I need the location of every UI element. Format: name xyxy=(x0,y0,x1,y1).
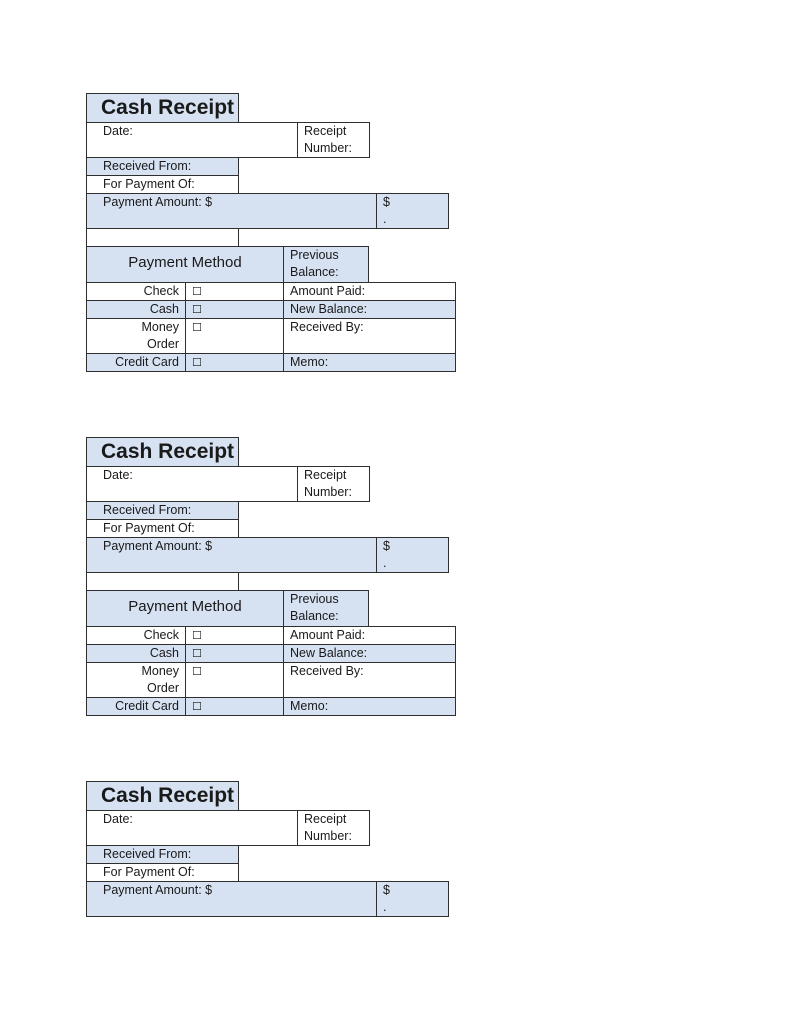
cash-checkbox[interactable]: ☐ xyxy=(185,644,284,663)
cash-receipt-3 xyxy=(86,781,458,919)
date-field[interactable]: Date: xyxy=(86,466,298,502)
receipt-number-field[interactable]: Receipt Number: xyxy=(297,466,370,502)
method-credit-card-label: Credit Card xyxy=(86,697,186,716)
received-by-field[interactable]: Received By: xyxy=(283,662,456,698)
cents-field[interactable] xyxy=(376,881,449,917)
blank-cell xyxy=(86,572,239,591)
method-credit-card-label: Credit Card xyxy=(86,353,186,372)
cash-receipt-1 xyxy=(86,93,458,373)
decimal-point: . xyxy=(383,900,387,914)
amount-paid-field[interactable]: Amount Paid: xyxy=(283,626,456,645)
for-payment-of-field[interactable]: For Payment Of: xyxy=(86,863,239,882)
cents-field[interactable] xyxy=(376,193,449,229)
credit-card-checkbox[interactable]: ☐ xyxy=(185,353,284,372)
received-by-field[interactable]: Received By: xyxy=(283,318,456,354)
blank-cell xyxy=(86,228,239,247)
payment-amount-field[interactable]: Payment Amount: $ xyxy=(86,881,377,917)
check-checkbox[interactable]: ☐ xyxy=(185,282,284,301)
method-check-label: Check xyxy=(86,282,186,301)
received-from-field[interactable]: Received From: xyxy=(86,157,239,176)
method-cash-label: Cash xyxy=(86,300,186,319)
amount-paid-field[interactable]: Amount Paid: xyxy=(283,282,456,301)
dollar-sign: $ xyxy=(383,883,390,897)
method-cash-label: Cash xyxy=(86,644,186,663)
method-check-label: Check xyxy=(86,626,186,645)
received-from-field[interactable]: Received From: xyxy=(86,845,239,864)
previous-balance-field[interactable]: Previous Balance: xyxy=(283,246,369,283)
cents-field[interactable] xyxy=(376,537,449,573)
decimal-point: . xyxy=(383,212,387,226)
cash-checkbox[interactable]: ☐ xyxy=(185,300,284,319)
receipt-title: Cash Receipt xyxy=(86,93,239,123)
dollar-sign: $ xyxy=(383,539,390,553)
method-money-order-label: Money Order xyxy=(86,662,186,698)
memo-field[interactable]: Memo: xyxy=(283,353,456,372)
memo-field[interactable]: Memo: xyxy=(283,697,456,716)
new-balance-field[interactable]: New Balance: xyxy=(283,644,456,663)
receipt-number-field[interactable]: Receipt Number: xyxy=(297,810,370,846)
check-checkbox[interactable]: ☐ xyxy=(185,626,284,645)
payment-method-heading: Payment Method xyxy=(86,246,284,283)
receipt-number-field[interactable]: Receipt Number: xyxy=(297,122,370,158)
new-balance-field[interactable]: New Balance: xyxy=(283,300,456,319)
cash-receipt-2 xyxy=(86,437,458,717)
method-money-order-label: Money Order xyxy=(86,318,186,354)
receipt-title: Cash Receipt xyxy=(86,781,239,811)
previous-balance-field[interactable]: Previous Balance: xyxy=(283,590,369,627)
decimal-point: . xyxy=(383,556,387,570)
money-order-checkbox[interactable]: ☐ xyxy=(185,662,284,698)
receipt-title: Cash Receipt xyxy=(86,437,239,467)
dollar-sign: $ xyxy=(383,195,390,209)
credit-card-checkbox[interactable]: ☐ xyxy=(185,697,284,716)
date-field[interactable]: Date: xyxy=(86,810,298,846)
payment-amount-field[interactable]: Payment Amount: $ xyxy=(86,193,377,229)
date-field[interactable]: Date: xyxy=(86,122,298,158)
payment-amount-field[interactable]: Payment Amount: $ xyxy=(86,537,377,573)
payment-method-heading: Payment Method xyxy=(86,590,284,627)
for-payment-of-field[interactable]: For Payment Of: xyxy=(86,175,239,194)
received-from-field[interactable]: Received From: xyxy=(86,501,239,520)
for-payment-of-field[interactable]: For Payment Of: xyxy=(86,519,239,538)
money-order-checkbox[interactable]: ☐ xyxy=(185,318,284,354)
